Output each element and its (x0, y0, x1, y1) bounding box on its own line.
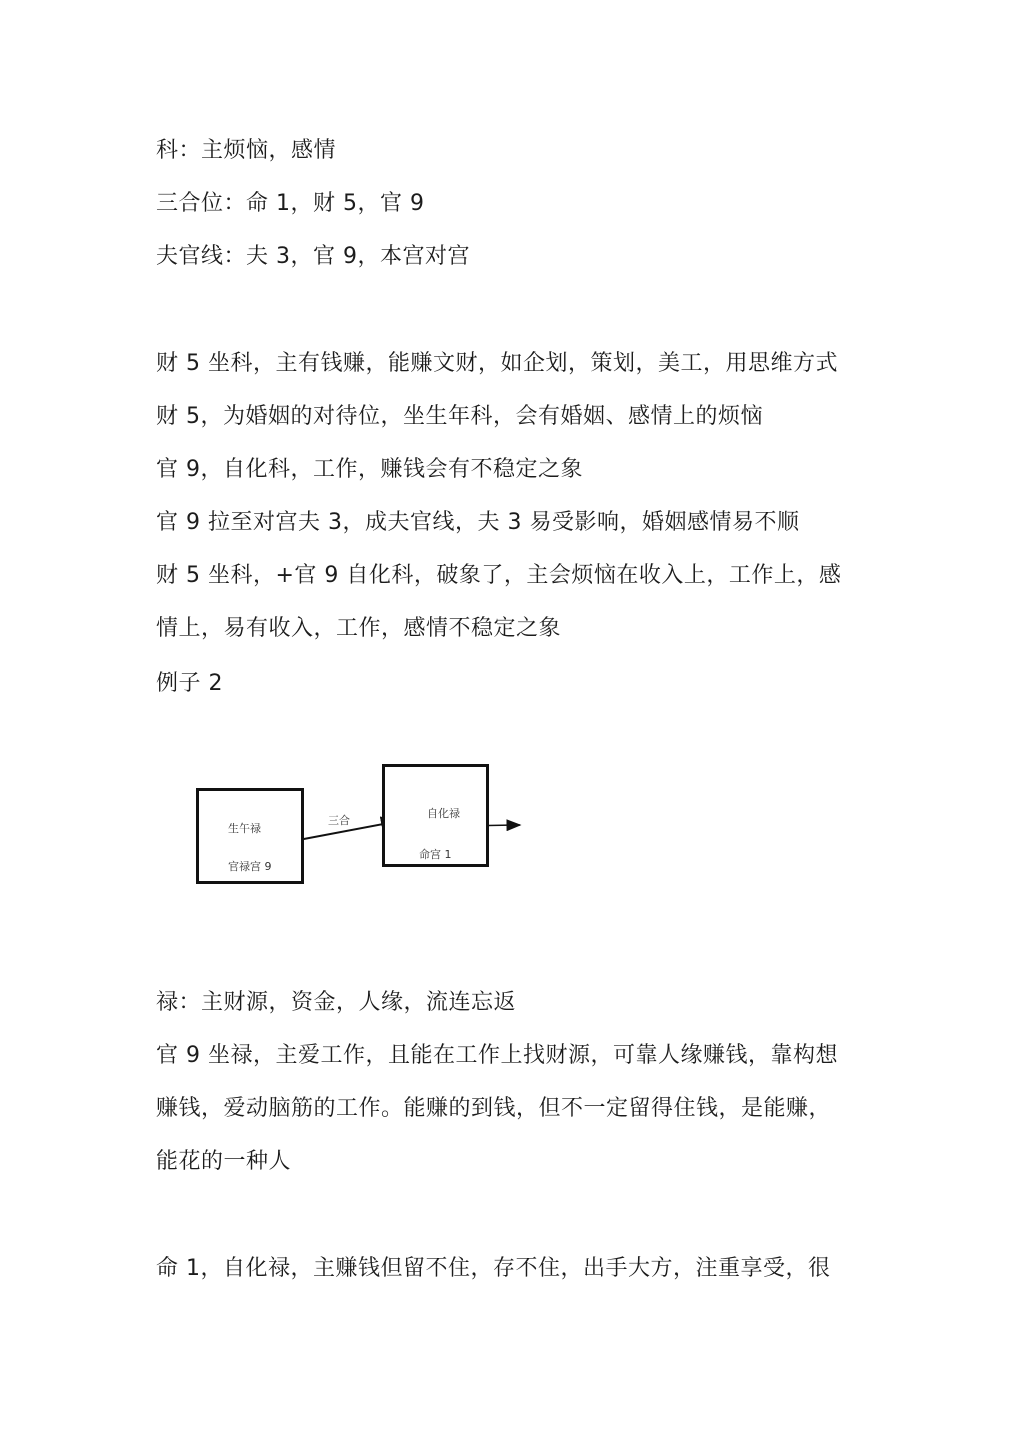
right-box-top-label: 自化禄 (427, 807, 460, 820)
sanhe-label: 三合 (328, 814, 350, 827)
text-line-guan9-fu3: 官 9 拉至对宫夫 3，成夫官线，夫 3 易受影响，婚姻感情易不顺 (156, 510, 800, 535)
example-heading: 例子 2 (156, 671, 223, 696)
text-line-fuguan-line: 夫官线：夫 3，官 9，本宫对宫 (156, 244, 470, 269)
text-line-ke-definition: 科：主烦恼，感情 (156, 138, 337, 163)
palace-diagram (180, 755, 540, 895)
text-line-ming1-zihualu: 命 1，自化禄，主赚钱但留不住，存不住，出手大方，注重享受，很 (156, 1256, 831, 1281)
text-line-poxiang-cont: 情上，易有收入，工作，感情不稳定之象 (156, 616, 562, 641)
text-line-sanhe-positions: 三合位：命 1，财 5，官 9 (156, 191, 425, 216)
text-line-guan9-zihuake: 官 9，自化科，工作，赚钱会有不稳定之象 (156, 457, 583, 482)
right-box-bottom-label: 命宫 1 (419, 848, 452, 861)
text-line-cai5-zuoke: 财 5 坐科，主有钱赚，能赚文财，如企划，策划，美工，用思维方式 (156, 351, 838, 376)
text-line-guan9-zuolu-cont: 赚钱，爱动脑筋的工作。能赚的到钱，但不一定留得住钱，是能赚， (156, 1096, 832, 1121)
left-box-bottom-label: 官禄宫 9 (228, 860, 272, 873)
text-line-cai5-marriage: 财 5，为婚姻的对待位，坐生年科，会有婚姻、感情上的烦恼 (156, 404, 763, 429)
guanlu-palace-box (196, 788, 304, 884)
ming-palace-box (382, 764, 489, 867)
text-line-guan9-zuolu-end: 能花的一种人 (156, 1149, 292, 1174)
text-line-guan9-zuolu: 官 9 坐禄，主爱工作，且能在工作上找财源，可靠人缘赚钱，靠构想 (156, 1043, 838, 1068)
text-line-poxiang: 财 5 坐科，+官 9 自化科，破象了，主会烦恼在收入上，工作上，感 (156, 563, 842, 588)
left-box-top-label: 生午禄 (228, 822, 261, 835)
text-line-lu-definition: 禄：主财源，资金，人缘，流连忘返 (156, 990, 517, 1015)
